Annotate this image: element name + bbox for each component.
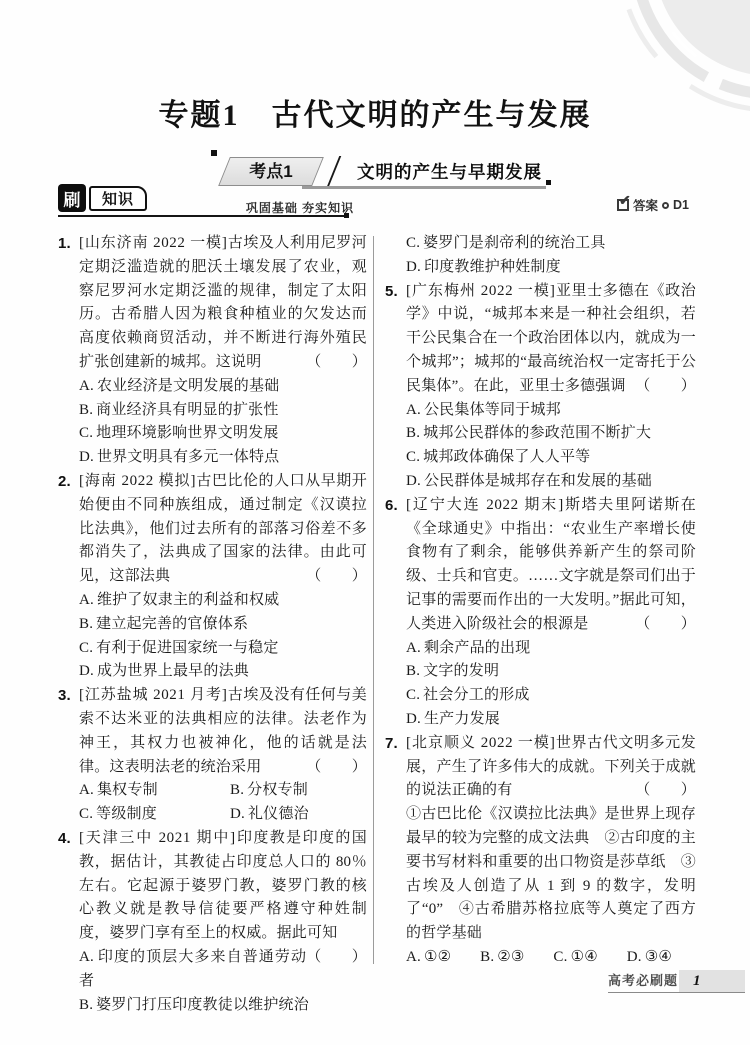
option-c: C. 有利于促进国家统一与稳定 [79,639,279,656]
option-c: C. 等级制度 [79,806,157,823]
answer-label: 答案 [633,199,659,213]
question-text: 古巴比伦的人口从早期开始便由不同种族组成，通过制定《汉谟拉比法典》，他们过去所有的部落习俗差不多都消失了，法典成了国家的法律。由此可见，这部法典 [79,472,367,585]
option-d: D. 礼仪德治 [230,806,309,823]
question-number: 5. [385,282,398,300]
answer-bullet-icon [662,202,669,209]
options-grid [79,779,367,827]
option-b: B. 婆罗门打压印度教徒以维护统治 [79,996,309,1013]
question-number: 1. [58,235,71,252]
answer-bracket: （ ） [306,568,367,585]
page-footer [608,970,745,993]
question-subitems [406,803,696,946]
question-stem [79,827,367,965]
corner-dot-icon [546,180,551,185]
subitem-3: ③古埃及人创造了从 1 到 9 的数字，发明了“0” [406,853,696,918]
question-7 [387,732,696,970]
kaodian-title: 文明的产生与早期发展 [357,161,542,182]
page-title: 专题1 古代文明的产生与发展 [158,99,592,132]
question-stem [79,470,367,589]
question-text: 印度教是印度的国教，据估计，其教徒占印度总人口的 80％左右。它起源于婆罗门教，婆罗门教的核心教义就是教导信徒要严格遵守种姓制度，婆罗门享有至上的权威。据此可知 [79,829,367,942]
option-b: B. 商业经济具有明显的扩张性 [79,401,279,418]
zhishi-tab: 知识 [89,186,147,211]
option-a: A. 公民集体等同于城邦 [406,401,561,418]
subitem-4: ④古希腊苏格拉底等人奠定了西方的哲学基础 [406,901,696,942]
question-source: [辽宁大连 2022 期末] [406,496,564,513]
option-c: C. 城邦政体确保了人人平等 [406,449,591,466]
kaodian-banner [224,156,542,186]
option-b: B. 分权专制 [230,782,308,799]
page-number: 1 [679,970,745,992]
question-number: 6. [385,496,398,514]
question-text: 古埃及没有任何与美索不达米亚的法典相应的法律。法老作为神王，其权力也被神化，他的话就是法律。这表明法老的统治采用 [79,687,367,775]
answer-bracket: （ ） [635,615,696,632]
answer-bracket: （ ） [306,353,367,370]
column-divider [373,236,374,964]
question-source: [北京顺义 2022 一模] [406,734,556,751]
question-text: 世界古代文明多元发展，产生了许多伟大的成就。下列关于成就的说法正确的有 [406,734,696,799]
left-column [60,232,367,1017]
option-a: A. ①② [406,948,452,965]
question-stem [406,280,696,399]
question-5 [387,280,696,494]
option-b: B. 文字的发明 [406,663,500,680]
shua-badge-square: 刷 [58,184,86,212]
option-c: C. 社会分工的形成 [406,687,530,704]
shua-zhishi-badge [58,184,147,212]
question-text: 古埃及人利用尼罗河定期泛滥造就的肥沃土壤发展了农业，观察尼罗河水定期泛滥的规律，制定了太阳历。古希腊人因为粮食种植业的欠发达而高度依赖商贸活动，并不断进行海外殖民扩张创建新的城邦。这说明 [79,235,367,370]
option-d: D. 生产力发展 [406,710,500,727]
option-c: C. ①④ [553,948,598,965]
subitem-2: ②古印度的主要书写材料和重要的出口物资是莎草纸 [406,829,697,870]
options-inline-row [406,946,696,970]
footer-brand: 高考必刷题 [608,973,679,988]
option-a: A. 剩余产品的出现 [406,639,531,656]
option-b: B. 城邦公民群体的参政范围不断扩大 [406,425,652,442]
question-source: [山东济南 2022 一模] [79,235,228,251]
right-column [387,232,696,970]
kaodian-label: 考点1 [249,161,293,181]
question-number: 7. [385,734,398,752]
question-4 [60,827,367,1017]
option-d: D. 世界文明具有多元一体特点 [79,449,280,466]
question-number: 2. [58,472,71,490]
answer-bracket: （ ） [306,758,367,775]
question-text: 斯塔夫里阿诺斯在《全球通史》中指出：“农业生产率增长使食物有了剩余，能够供养新产生的祭司阶级、士兵和官吏。……文字就是祭司们出于记事的需要而作出的一大发明。”据此可知，人类进入阶级社会的根源是 [406,496,696,632]
option-a: A. 印度的顶层大多来自普通劳动者 [79,948,307,989]
option-b: B. 建立起完善的官僚体系 [79,615,249,632]
question-text: 亚里士多德在《政治学》中说，“城邦本来是一种社会组织，若干公民集合在一个政治团体以内，就成为一个城邦”；城邦的“最高统治权一定寄托于公民集体”。在此，亚里士多德强调 [406,282,696,394]
kaodian-box [224,157,318,186]
option-a: A. 农业经济是文明发展的基础 [79,377,280,394]
answer-reference [617,192,689,214]
option-d: D. 印度教维护种姓制度 [406,258,561,275]
question-stem [406,494,696,637]
kaodian-underline [302,186,546,189]
answer-bracket: （ ） [635,377,696,394]
option-d: D. ③④ [626,948,672,965]
question-4-continued [387,232,696,280]
option-d: D. 成为世界上最早的法典 [79,663,249,680]
question-source: [江苏盐城 2021 月考] [79,687,228,704]
question-6 [387,494,696,732]
answer-bracket: （ ） [635,782,696,799]
option-d: D. 公民群体是城邦存在和发展的基础 [406,472,652,489]
option-c: C. 婆罗门是刹帝利的统治工具 [406,235,606,251]
answer-bracket: （ ） [306,948,367,965]
option-c: C. 地理环境影响世界文明发展 [79,425,279,442]
option-b: B. ②③ [480,948,525,965]
question-1 [60,232,367,470]
option-a: A. 维护了奴隶主的利益和权威 [79,591,280,608]
diagonal-divider-icon [327,156,342,187]
subitem-1: ①古巴比伦《汉谟拉比法典》是世界上现存最早的较为完整的成文法典 [406,806,696,846]
question-3 [60,684,367,827]
question-source: [海南 2022 模拟] [79,472,197,489]
question-source: [天津三中 2021 期中] [79,829,236,846]
question-number: 4. [58,829,71,847]
section-slogan: 巩固基础 夯实知识 [245,201,355,215]
question-source: [广东梅州 2022 一模] [406,282,556,299]
question-2 [60,470,367,684]
corner-dot-icon [211,150,217,156]
question-stem [406,732,696,803]
option-a: A. 集权专制 [79,782,158,799]
question-number: 3. [58,687,71,705]
question-stem [79,684,367,779]
answer-code: D1 [673,198,689,212]
brush-stroke-decoration [600,0,750,175]
question-stem [79,232,367,375]
answer-check-icon: ✔ [617,199,629,211]
